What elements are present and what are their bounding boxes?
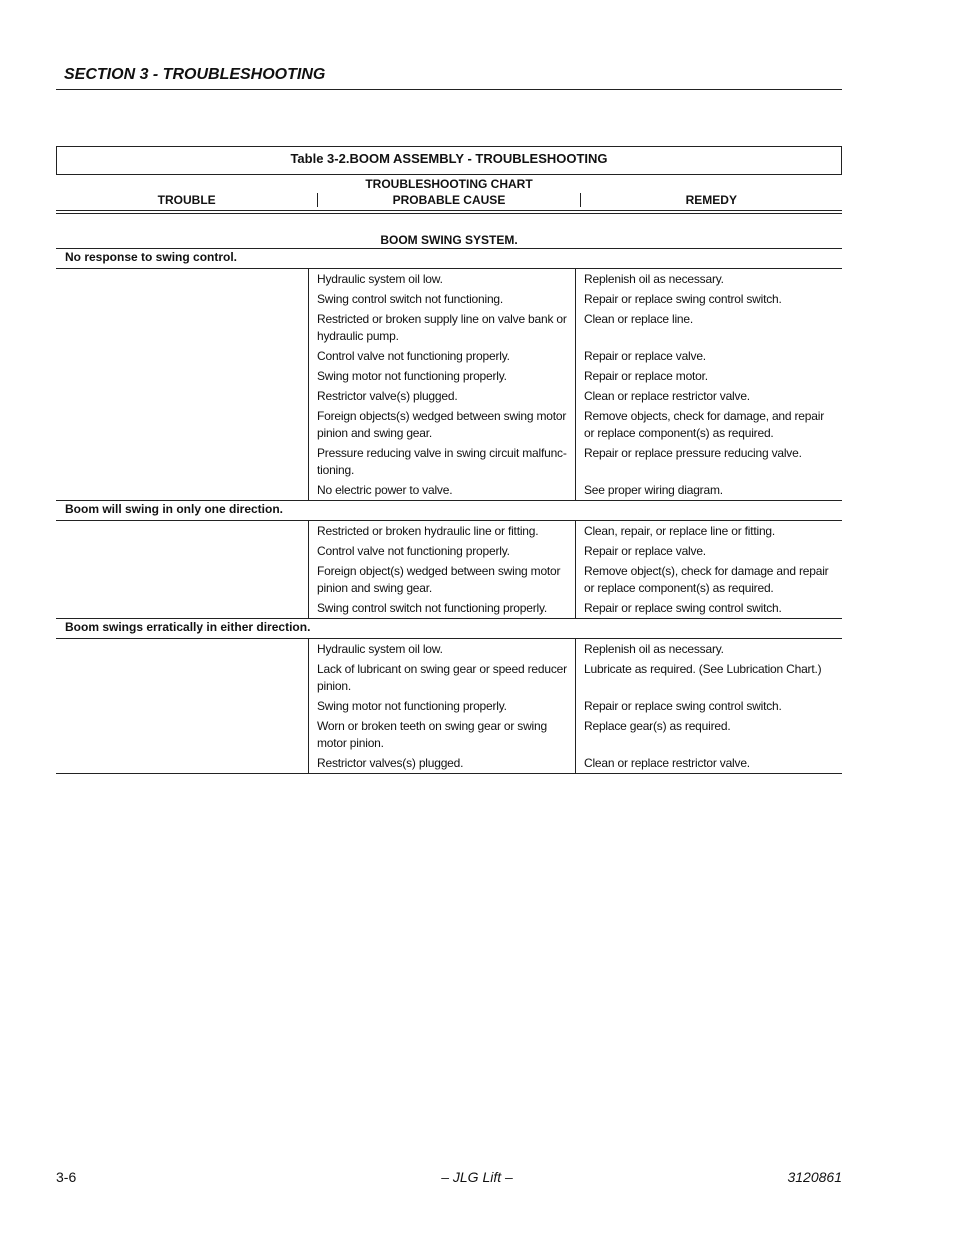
remedy-cell: See proper wiring diagram.	[584, 483, 723, 497]
chart-label: TROUBLESHOOTING CHART	[365, 177, 533, 191]
trouble-group	[56, 638, 842, 773]
probable-cause-cell: Restrictor valves(s) plugged.	[317, 756, 464, 770]
probable-cause-cell: Hydraulic system oil low.	[317, 272, 443, 286]
remedy-cell: Clean or replace restrictor valve.	[584, 389, 750, 403]
probable-cause-cell: Foreign objects(s) wedged between swing motor pinion and swing gear.	[317, 409, 567, 440]
probable-cause-column	[308, 639, 576, 773]
remedy-cell: Repair or replace swing control switch.	[584, 601, 782, 615]
section-title: SECTION 3 - TROUBLESHOOTING	[64, 66, 326, 83]
remedy-column	[576, 269, 842, 500]
trouble-heading: No response to swing control.	[56, 248, 842, 268]
probable-cause-cell: Swing motor not functioning properly.	[317, 699, 507, 713]
system-label: BOOM SWING SYSTEM.	[380, 233, 518, 247]
footer-publisher: – JLG Lift –	[441, 1169, 513, 1185]
remedy-cell: Remove objects, check for damage, and repair or replace component(s) as required.	[584, 409, 824, 440]
remedy-cell: Clean, repair, or replace line or fitting.	[584, 524, 776, 538]
column-header-probable-cause: PROBABLE CAUSE	[317, 193, 580, 207]
page-number: 3-6	[56, 1169, 77, 1185]
probable-cause-cell: Restricted or broken hydraulic line or fitting.	[317, 524, 539, 538]
probable-cause-column	[308, 269, 576, 500]
column-headers	[56, 191, 842, 209]
remedy-column	[576, 521, 842, 618]
remedy-cell: Lubricate as required. (See Lubrication Chart.)	[584, 662, 822, 676]
probable-cause-cell: No electric power to valve.	[317, 483, 453, 497]
probable-cause-cell: Restrictor valve(s) plugged.	[317, 389, 458, 403]
trouble-column-blank	[56, 639, 308, 773]
remedy-cell: Replenish oil as necessary.	[584, 642, 724, 656]
probable-cause-cell: Control valve not functioning properly.	[317, 349, 510, 363]
probable-cause-cell: Hydraulic system oil low.	[317, 642, 443, 656]
table-bottom-rule	[56, 773, 842, 774]
remedy-cell: Repair or replace valve.	[584, 349, 706, 363]
remedy-cell: Replace gear(s) as required.	[584, 719, 731, 733]
remedy-cell: Clean or replace line.	[584, 312, 693, 326]
remedy-cell: Repair or replace swing control switch.	[584, 699, 782, 713]
remedy-column	[576, 639, 842, 773]
document-number: 3120861	[787, 1169, 842, 1185]
remedy-cell: Replenish oil as necessary.	[584, 272, 724, 286]
column-header-trouble: TROUBLE	[157, 193, 216, 207]
trouble-heading: Boom will swing in only one direction.	[56, 500, 842, 520]
trouble-column-blank	[56, 521, 308, 618]
table-title: Table 3-2.BOOM ASSEMBLY - TROUBLESHOOTING	[56, 146, 842, 175]
probable-cause-cell: Foreign object(s) wedged between swing motor pinion and swing gear.	[317, 564, 561, 595]
remedy-cell: Remove object(s), check for damage and repair or replace component(s) as required.	[584, 564, 829, 595]
probable-cause-cell: Lack of lubricant on swing gear or speed reducer pinion.	[317, 662, 567, 693]
probable-cause-cell: Swing motor not functioning properly.	[317, 369, 507, 383]
probable-cause-cell: Swing control switch not functioning properly.	[317, 601, 548, 615]
probable-cause-column	[308, 521, 576, 618]
probable-cause-cell: Control valve not functioning properly.	[317, 544, 510, 558]
trouble-groups	[56, 248, 842, 773]
header-double-rule	[56, 210, 842, 214]
remedy-cell: Repair or replace motor.	[584, 369, 708, 383]
troubleshooting-table	[56, 146, 842, 774]
remedy-cell: Clean or replace restrictor valve.	[584, 756, 750, 770]
trouble-column-blank	[56, 269, 308, 500]
probable-cause-cell: Worn or broken teeth on swing gear or swing motor pinion.	[317, 719, 547, 750]
column-header-remedy: REMEDY	[685, 193, 737, 207]
trouble-heading: Boom swings erratically in either direction.	[56, 618, 842, 638]
remedy-cell: Repair or replace valve.	[584, 544, 706, 558]
trouble-group	[56, 268, 842, 500]
trouble-group	[56, 520, 842, 618]
probable-cause-cell: Swing control switch not functioning.	[317, 292, 504, 306]
remedy-cell: Repair or replace pressure reducing valve.	[584, 446, 802, 460]
probable-cause-cell: Restricted or broken supply line on valve bank or hydraulic pump.	[317, 312, 567, 343]
remedy-cell: Repair or replace swing control switch.	[584, 292, 782, 306]
header-rule	[56, 89, 842, 90]
probable-cause-cell: Pressure reducing valve in swing circuit malfunc-tioning.	[317, 446, 567, 477]
